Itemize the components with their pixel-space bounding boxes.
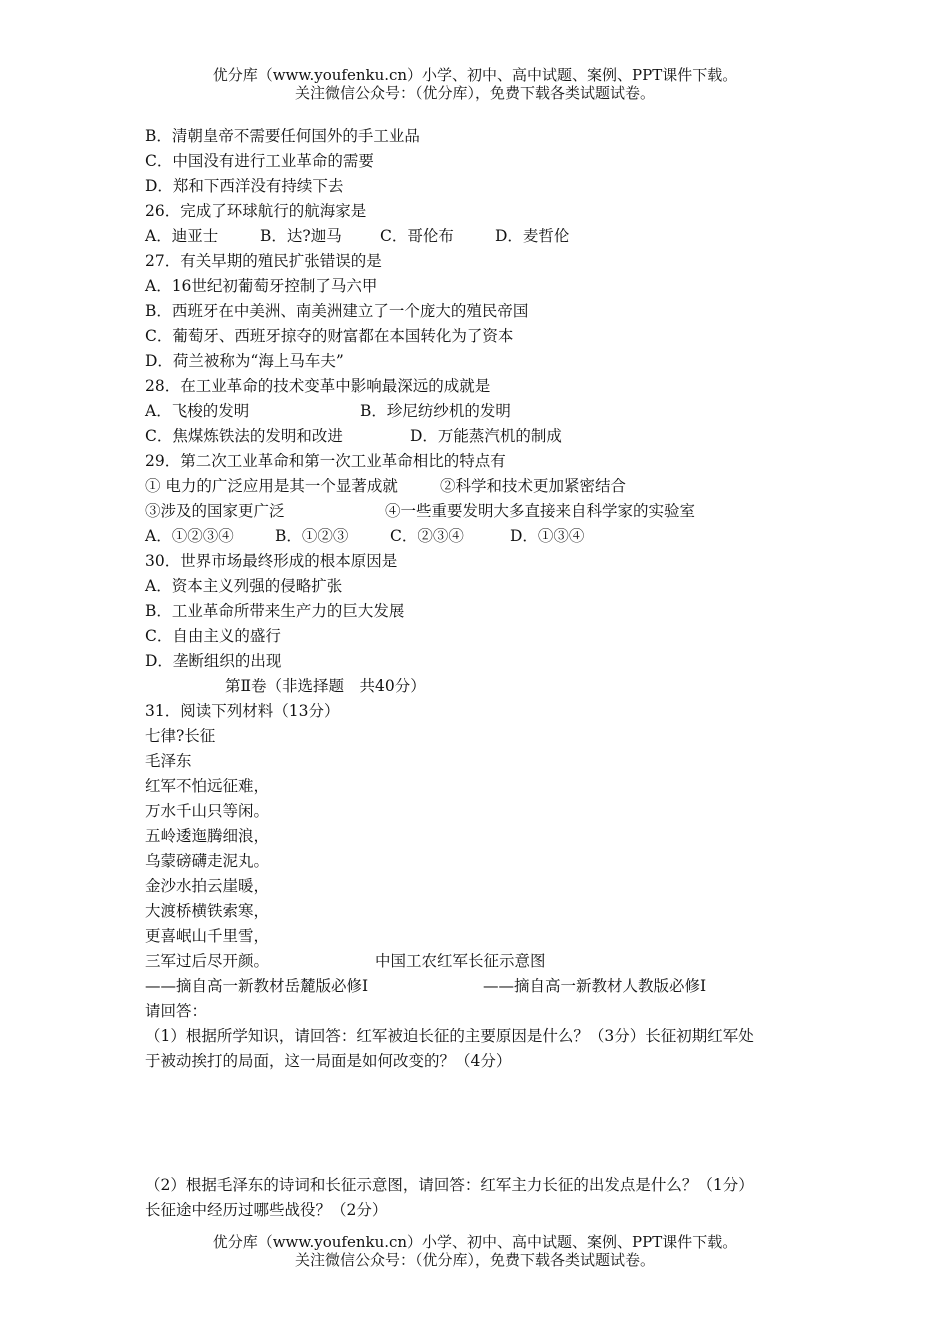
q29-item-4: ④一些重要发明大多直接来自科学家的实验室 [385, 502, 696, 520]
q28-option-a: A．飞梭的发明 [145, 402, 250, 420]
q29-option-d: D．①③④ [510, 527, 585, 545]
footer-line-2: 关注微信公众号：（优分库），免费下载各类试题试卷。 [294, 1251, 655, 1269]
q27-option-d: D．荷兰被称为“海上马车夫” [145, 352, 344, 370]
q29-items-34 [145, 501, 695, 521]
q27-stem: 27．有关早期的殖民扩张错误的是 [145, 252, 382, 270]
q27-option-a: A．16世纪初葡萄牙控制了马六甲 [145, 277, 378, 295]
poem-line-2: 万水千山只等闲。 [145, 802, 270, 820]
q30-option-a: A．资本主义列强的侵略扩张 [145, 577, 343, 595]
poem-title: 七律?长征 [145, 727, 216, 745]
poem-line-8: 三军过后尽开颜。 [145, 952, 270, 970]
q26-options [145, 226, 569, 246]
source-right: ——摘自高一新教材人教版必修Ⅰ [483, 977, 707, 995]
q29-option-b: B．①②③ [275, 527, 349, 545]
q25-option-d: D．郑和下西洋没有持续下去 [145, 177, 344, 195]
q30-stem: 30．世界市场最终形成的根本原因是 [145, 552, 398, 570]
map-caption: 中国工农红军长征示意图 [375, 952, 546, 970]
poem-line-6: 大渡桥横铁索寒， [145, 902, 270, 920]
q29-option-a: A．①②③④ [145, 527, 234, 545]
q29-option-c: C．②③④ [390, 527, 464, 545]
q28-option-d: D．万能蒸汽机的制成 [410, 427, 562, 445]
poem-author: 毛泽东 [145, 752, 192, 770]
q27-option-c: C．葡萄牙、西班牙掠夺的财富都在本国转化为了资本 [145, 327, 514, 345]
q26-option-d: D．麦哲伦 [495, 227, 570, 245]
poem-line-4: 乌蒙磅礴走泥丸。 [145, 852, 270, 870]
q28-options-cd [145, 426, 562, 446]
poem-line-1: 红军不怕远征难， [145, 777, 270, 795]
poem-line-7: 更喜岷山千里雪， [145, 927, 270, 945]
q31-sub2-line-2: 长征途中经历过哪些战役？（2分） [145, 1201, 388, 1219]
q30-option-c: C．自由主义的盛行 [145, 627, 281, 645]
answer-prompt: 请回答： [145, 1002, 208, 1020]
section-2-title: 第Ⅱ卷（非选择题 共40分） [225, 677, 426, 695]
q29-options [145, 526, 584, 546]
q26-option-c: C．哥伦布 [380, 227, 454, 245]
q26-option-a: A．迪亚士 [145, 227, 219, 245]
q29-item-1: ① 电力的广泛应用是其一个显著成就 [145, 477, 398, 495]
header-line-1: 优分库（www.youfenku.cn）小学、初中、高中试题、案例、PPT课件下载。 [212, 66, 738, 84]
header-line-2: 关注微信公众号：（优分库），免费下载各类试题试卷。 [294, 84, 655, 102]
q28-options-ab [145, 401, 511, 421]
q28-option-c: C．焦煤炼铁法的发明和改进 [145, 427, 343, 445]
q31-sub2-line-1: （2）根据毛泽东的诗词和长征示意图，请回答：红军主力长征的出发点是什么？（1分） [145, 1176, 754, 1194]
footer-line-1: 优分库（www.youfenku.cn）小学、初中、高中试题、案例、PPT课件下载。 [212, 1233, 738, 1251]
q30-option-d: D．垄断组织的出现 [145, 652, 282, 670]
q29-item-3: ③涉及的国家更广泛 [145, 502, 285, 520]
sources-row [145, 976, 706, 996]
q27-option-b: B．西班牙在中美洲、南美洲建立了一个庞大的殖民帝国 [145, 302, 529, 320]
q25-option-b: B．清朝皇帝不需要任何国外的手工业品 [145, 127, 420, 145]
q29-items-12 [145, 476, 626, 496]
page-footer [0, 1233, 950, 1269]
q28-option-b: B．珍尼纺纱机的发明 [360, 402, 511, 420]
q29-stem: 29．第二次工业革命和第一次工业革命相比的特点有 [145, 452, 506, 470]
poem-line-3: 五岭逶迤腾细浪， [145, 827, 270, 845]
poem-line-8-row [145, 951, 546, 971]
q31-sub1-line-1: （1）根据所学知识，请回答：红军被迫长征的主要原因是什么？（3分）长征初期红军处 [145, 1027, 754, 1045]
q26-option-b: B．达?迦马 [260, 227, 342, 245]
source-left: ——摘自高一新教材岳麓版必修Ⅰ [145, 977, 369, 995]
q31-stem: 31．阅读下列材料（13分） [145, 702, 340, 720]
q31-sub1-line-2: 于被动挨打的局面，这一局面是如何改变的？（4分） [145, 1052, 512, 1070]
q28-stem: 28．在工业革命的技术变革中影响最深远的成就是 [145, 377, 491, 395]
page-header [0, 66, 950, 102]
q29-item-2: ②科学和技术更加紧密结合 [440, 477, 627, 495]
q30-option-b: B．工业革命所带来生产力的巨大发展 [145, 602, 405, 620]
q26-stem: 26．完成了环球航行的航海家是 [145, 202, 367, 220]
q25-option-c: C．中国没有进行工业革命的需要 [145, 152, 374, 170]
poem-line-5: 金沙水拍云崖暖， [145, 877, 270, 895]
